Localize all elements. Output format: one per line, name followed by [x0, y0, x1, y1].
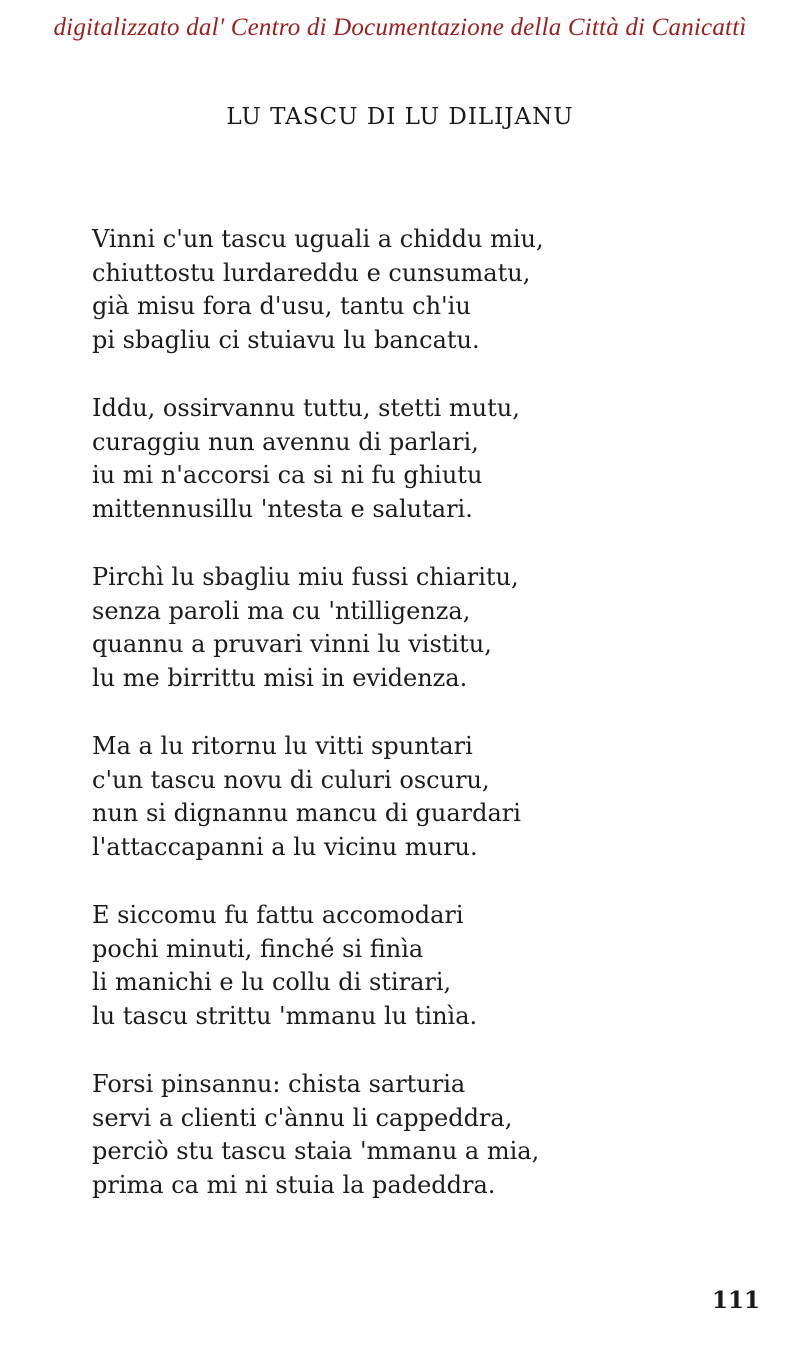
verse-line: servi a clienti c'ànnu li cappeddra, — [92, 1103, 513, 1132]
verse-line: li manichi e lu collu di stirari, — [92, 968, 452, 996]
verse-line: quannu a pruvari vinni lu vistitu, — [92, 630, 492, 658]
verse-line: senza paroli ma cu 'ntilligenza, — [92, 596, 471, 625]
verse-line: Iddu, ossirvannu tuttu, stetti mutu, — [92, 394, 520, 422]
verse-line: Vinni c'un tascu uguali a chiddu miu, — [92, 225, 544, 253]
verse-line: pochi minuti, finché si finìa — [92, 934, 424, 963]
verse-line: iu mi n'accorsi ca si ni fu ghiutu — [92, 461, 483, 489]
page-number: 111 — [711, 1287, 760, 1314]
poem-body — [92, 223, 732, 1237]
verse-line: Ma a lu ritornu lu vitti spuntari — [92, 732, 473, 760]
digitization-watermark: digitalizzato dal' Centro di Documentazione della Città di Canicattì — [53, 14, 747, 41]
verse-line: nun si dignannu mancu di guardari — [92, 799, 521, 827]
stanza — [92, 223, 732, 357]
verse-line: l'attaccapanni a lu vicinu muru. — [92, 832, 478, 861]
stanza — [92, 561, 732, 695]
verse-line: c'un tascu novu di culuri oscuru, — [92, 765, 490, 794]
verse-line: mittennusillu 'ntesta e salutari. — [92, 494, 473, 523]
poem-title: LU TASCU DI LU DILIJANU — [226, 104, 574, 130]
verse-line: già misu fora d'usu, tantu ch'iu — [92, 292, 471, 320]
verse-line: curaggiu nun avennu di parlari, — [92, 427, 479, 456]
verse-line: E siccomu fu fattu accomodari — [92, 901, 464, 929]
verse-line: Forsi pinsannu: chista sarturia — [92, 1070, 466, 1098]
verse-line: lu tascu strittu 'mmanu lu tinìa. — [92, 1001, 478, 1030]
stanza — [92, 1068, 732, 1202]
verse-line: pi sbagliu ci stuiavu lu bancatu. — [92, 325, 480, 354]
verse-line: chiuttostu lurdareddu e cunsumatu, — [92, 258, 531, 287]
verse-line: perciò stu tascu staia 'mmanu a mia, — [92, 1137, 540, 1165]
verse-line: Pirchì lu sbagliu miu fussi chiaritu, — [92, 563, 519, 591]
verse-line: prima ca mi ni stuia la padeddra. — [92, 1170, 496, 1199]
stanza — [92, 730, 732, 864]
stanza — [92, 899, 732, 1033]
stanza — [92, 392, 732, 526]
verse-line: lu me birrittu misi in evidenza. — [92, 663, 468, 692]
